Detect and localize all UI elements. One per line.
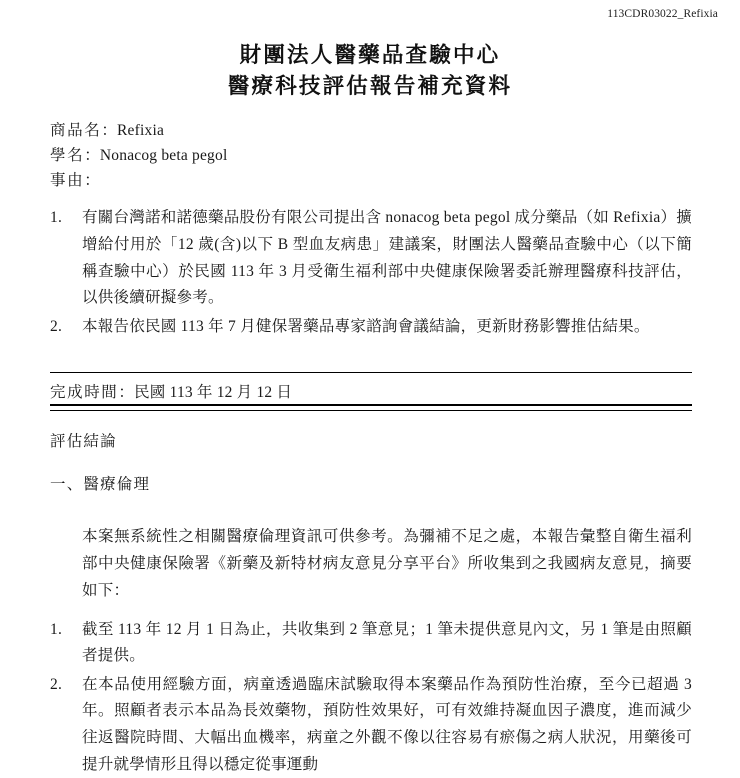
reason-field bbox=[50, 168, 692, 193]
subsection-number: 一、 bbox=[50, 475, 84, 493]
list-marker: 2. bbox=[50, 317, 63, 335]
reason-list-item bbox=[50, 205, 692, 312]
spacer bbox=[50, 605, 692, 615]
conclusion-section bbox=[50, 430, 692, 778]
completion-time-label: 完成時間 bbox=[50, 384, 119, 401]
completion-time-separator: ： bbox=[118, 384, 135, 401]
conclusion-list-item bbox=[50, 617, 692, 670]
list-item-text: 本報告依民國 113 年 7 月健保署藥品專家諮詢會議結論，更新財務影響推估結果。 bbox=[82, 317, 650, 335]
product-name-separator: ： bbox=[101, 122, 118, 139]
conclusion-intro-paragraph: 本案無系統性之相關醫療倫理資訊可供參考。為彌補不足之處，本報告彙整自衛生福利部中央健康保險署《新藥及新特材病友意見分享平台》所收集到之我國病友意見，摘要如下： bbox=[82, 527, 692, 599]
subsection-title: 醫療倫理 bbox=[83, 475, 151, 493]
document-body bbox=[50, 118, 692, 341]
reason-list-item bbox=[50, 314, 692, 341]
reason-separator: ： bbox=[84, 172, 100, 190]
spacer bbox=[50, 455, 692, 473]
generic-name-field bbox=[50, 143, 692, 168]
completion-time-value: 民國 113 年 12 月 12 日 bbox=[134, 384, 293, 401]
list-item-text: 有關台灣諾和諾德藥品股份有限公司提出含 nonacog beta pegol 成分藥品（如 Refixia）擴增給付用於「12 歲(含)以下 B 型血友病患」建議案，財團法人醫藥品查驗中心（以下簡稱查驗中心）於民國 113 年 3 月受衛生福利部中央健康保險署委託辦理醫療科技評估，以供後續研擬參考。 bbox=[82, 209, 693, 307]
generic-name-label: 學名 bbox=[50, 147, 85, 165]
conclusion-list-item bbox=[50, 672, 692, 778]
running-header: 113CDR03022_Refixia bbox=[607, 8, 718, 20]
spacer bbox=[50, 498, 692, 524]
list-marker: 2. bbox=[50, 675, 63, 693]
completion-block bbox=[50, 380, 692, 405]
list-marker: 1. bbox=[50, 620, 63, 638]
conclusion-heading: 評估結論 bbox=[50, 433, 117, 450]
generic-name-value: Nonacog beta pegol bbox=[99, 147, 228, 165]
subsection-heading bbox=[50, 473, 692, 498]
list-item-text: 截至 113 年 12 月 1 日為止，共收集到 2 筆意見；1 筆未提供意見內文，另 1 筆是由照顧者提供。 bbox=[82, 620, 692, 665]
product-name-field bbox=[50, 118, 692, 143]
completion-time-field bbox=[50, 380, 692, 405]
divider-double bbox=[50, 404, 692, 411]
page-title-line-1: 財團法人醫藥品查驗中心 bbox=[239, 43, 501, 67]
product-name-label: 商品名 bbox=[50, 122, 102, 139]
reason-label: 事由 bbox=[50, 172, 85, 190]
divider-top bbox=[50, 372, 692, 373]
list-item-text: 在本品使用經驗方面，病童透過臨床試驗取得本案藥品作為預防性治療，至今已超過 3 年。照顧者表示本品為長效藥物，預防性效果好，可有效維持凝血因子濃度，進而減少往返醫院時間、大幅出血機率，病童之外觀不像以往容易有瘀傷之病人狀況，用藥後可提升就學情形且得以穩定從事運動 bbox=[82, 675, 692, 773]
spacer bbox=[50, 193, 692, 203]
page-title-line-2: 醫療科技評估報告補充資料 bbox=[227, 73, 513, 98]
list-marker: 1. bbox=[50, 209, 63, 227]
product-name-value: Refixia bbox=[117, 122, 165, 139]
generic-name-separator: ： bbox=[84, 147, 100, 165]
